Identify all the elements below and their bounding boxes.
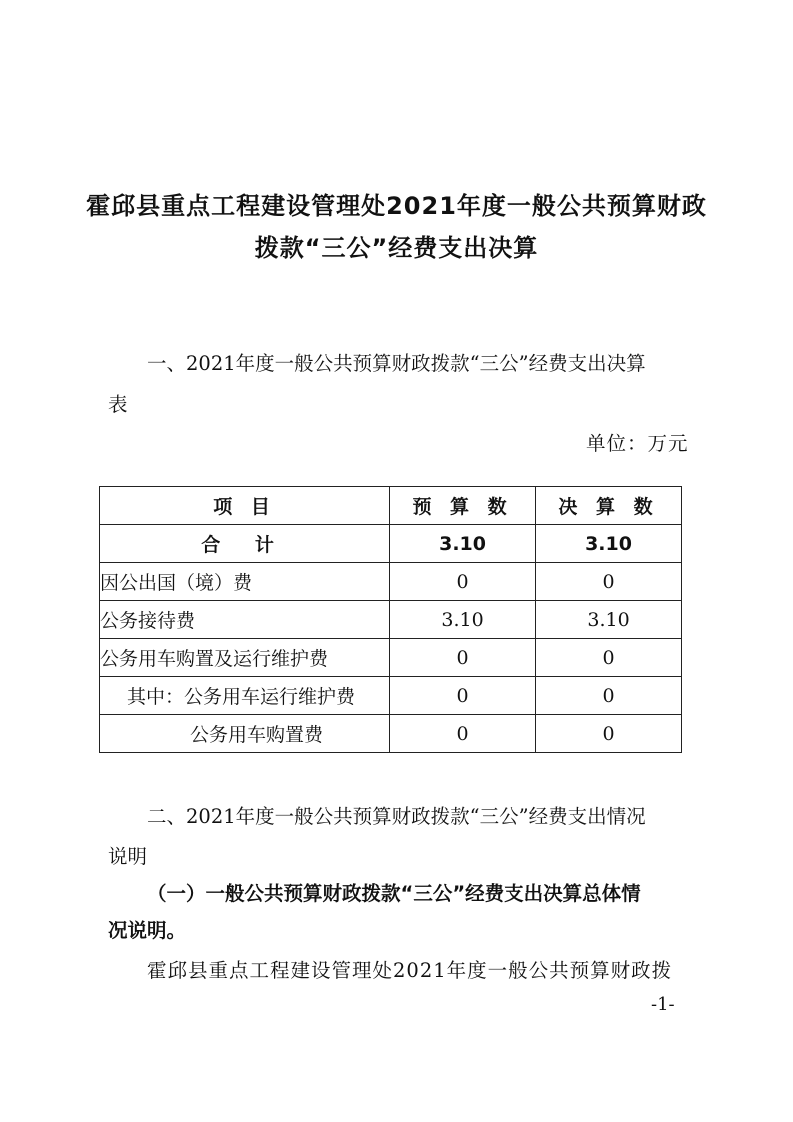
subsection-1-heading: （一）一般公共预算财政拨款“三公”经费支出决算总体情 [147,882,641,905]
row-budget-value: 3.10 [390,525,536,563]
column-header-actual: 决 算 数 [536,487,682,525]
row-budget-value: 0 [390,677,536,715]
row-budget-value: 0 [390,715,536,753]
subsection-1-heading-continued: 况说明。 [108,919,187,942]
page-number: -1- [651,994,675,1015]
table-row [100,639,682,677]
table-header-row [100,487,682,525]
document-title-line-1: 霍邱县重点工程建设管理处2021年度一般公共预算财政 [86,192,707,220]
three-public-expenses-table [99,486,682,753]
section-1-heading-continued: 表 [108,393,128,416]
row-item-label: 公务用车购置费 [100,715,390,753]
row-budget-value: 0 [390,639,536,677]
table-row [100,677,682,715]
column-header-budget: 预 算 数 [390,487,536,525]
document-title-line-2: 拨款“三公”经费支出决算 [254,234,539,262]
row-item-label: 因公出国（境）费 [100,563,390,601]
table-row-total [100,525,682,563]
row-actual-value: 3.10 [536,601,682,639]
row-item-label: 其中：公务用车运行维护费 [100,677,390,715]
body-paragraph: 霍邱县重点工程建设管理处2021年度一般公共预算财政拨 [147,959,673,982]
section-1-heading: 一、2021年度一般公共预算财政拨款“三公”经费支出决算 [147,352,646,375]
row-item-label: 公务接待费 [100,601,390,639]
table-row [100,563,682,601]
row-budget-value: 0 [390,563,536,601]
table-row [100,715,682,753]
row-actual-value: 0 [536,563,682,601]
row-item-label: 公务用车购置及运行维护费 [100,639,390,677]
row-item-label: 合 计 [100,525,390,563]
row-actual-value: 3.10 [536,525,682,563]
row-actual-value: 0 [536,677,682,715]
section-2-heading: 二、2021年度一般公共预算财政拨款“三公”经费支出情况 [147,805,646,828]
section-2-heading-continued: 说明 [108,845,148,868]
row-actual-value: 0 [536,715,682,753]
column-header-item: 项 目 [100,487,390,525]
row-actual-value: 0 [536,639,682,677]
table-row [100,601,682,639]
row-budget-value: 3.10 [390,601,536,639]
unit-label: 单位：万元 [586,432,689,455]
